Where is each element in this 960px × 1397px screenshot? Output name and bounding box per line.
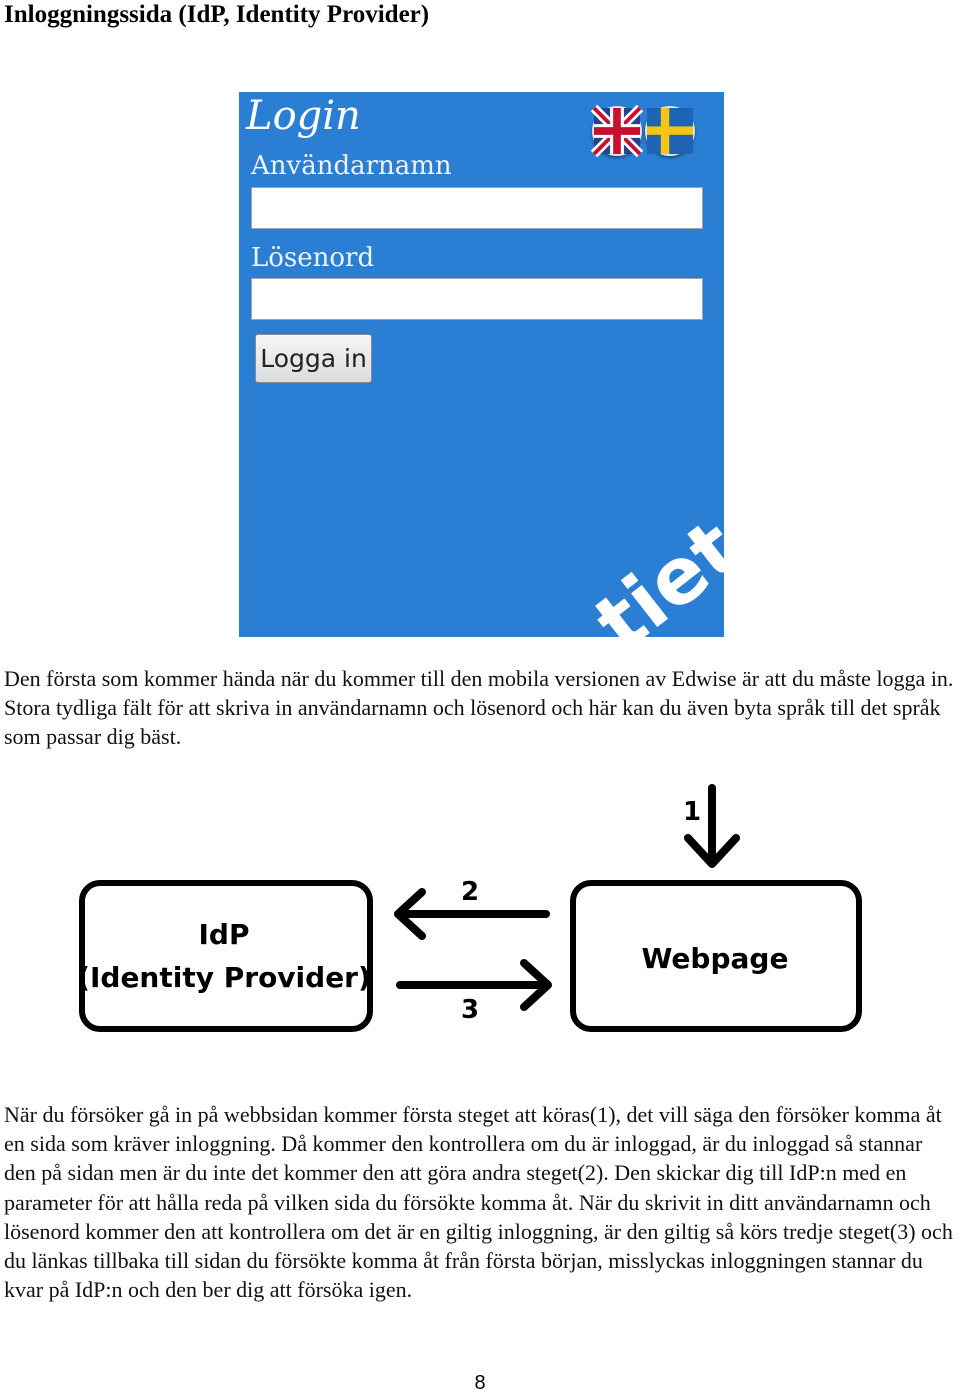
page-heading: Inloggningssida (IdP, Identity Provider) — [4, 1, 430, 28]
login-button[interactable]: Logga in — [255, 334, 372, 383]
webpage-label: Webpage — [641, 942, 789, 975]
idp-flow-diagram — [70, 780, 880, 1040]
explanation-paragraph: När du försöker gå in på webbsidan kommer första steget att köras(1), det vill säga den försöker komma åt en sida som kräver inloggning. Då kommer den kontrollera om du är inloggad, är du inloggad så stannar den på sidan men är du inte det kommer den att göra andra steget(2). Den skickar dig till IdP:n med en parameter för att hålla reda på vilken sida du försökte komma åt. När du skrivit in ditt användarnamn och lösenord kommer den att kontrollera om det är en giltig inloggning, är den giltig så körs tredje steget(3) och du länkas tillbaka till sidan du försökte komma åt från första början, misslyckas inloggningen stannar du kvar på IdP:n och den ber dig att försöka igen. — [4, 1102, 953, 1303]
sweden-flag-icon[interactable] — [645, 106, 695, 156]
step1-label: 1 — [682, 797, 702, 827]
intro-paragraph: Den första som kommer hända när du kommer till den mobila versionen av Edwise är att du måste logga in. Stora tydliga fält för att skriva in användarnamn och lösenord och här kan du även byta språk till det språk som passar dig bäst. — [4, 666, 954, 750]
step3-label: 3 — [460, 995, 480, 1025]
login-screenshot — [239, 92, 799, 669]
username-input[interactable] — [251, 187, 703, 229]
password-input[interactable] — [251, 278, 703, 320]
idp-label-line2: (Identity Provider) — [77, 961, 371, 994]
tieto-logo — [569, 470, 799, 669]
username-label: Användarnamn — [251, 151, 452, 181]
uk-flag-icon[interactable] — [592, 106, 642, 156]
idp-label-line1: IdP — [198, 918, 250, 951]
step2-label: 2 — [460, 877, 480, 907]
login-title: Login — [246, 93, 361, 139]
password-label: Lösenord — [251, 243, 375, 273]
page-number: 8 — [474, 1372, 486, 1394]
tieto-logo-text: tieto — [578, 470, 799, 669]
idp-box — [82, 883, 370, 1029]
